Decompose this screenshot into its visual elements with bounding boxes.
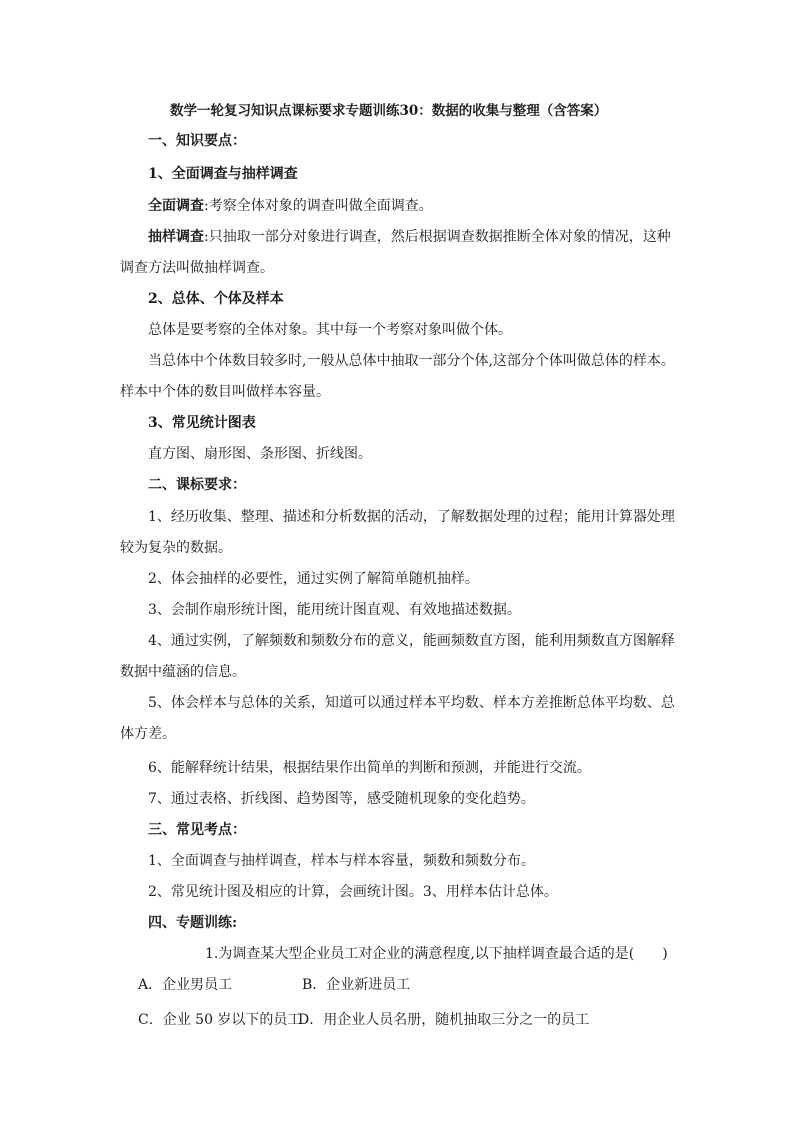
- requirement-4-line-2: 数据中蕴涵的信息。: [120, 664, 246, 680]
- question-1-option-a: A．企业男员工: [138, 977, 233, 993]
- sample-definition-1: 当总体中个体数目较多时,一般从总体中抽取一部分个体,这部分个体叫做总体的样本。: [148, 353, 675, 369]
- question-1-stem: 1.为调查某大型企业员工对企业的满意程度,以下抽样调查最合适的是( ): [205, 946, 668, 962]
- sample-definition-2: 样本中个体的数目叫做样本容量。: [120, 384, 330, 400]
- question-1-option-d: D．用企业人员名册，随机抽取三分之一的员工: [298, 1012, 590, 1028]
- sample-survey-definition: [148, 227, 671, 247]
- question-1-option-b: B．企业新进员工: [302, 977, 411, 993]
- section-2-heading: 二、课标要求：: [148, 477, 246, 493]
- requirement-1-line-2: 较为复杂的数据。: [120, 540, 232, 556]
- full-survey-definition: [148, 196, 433, 216]
- requirement-3: 3、会制作扇形统计图，能用统计图直观、有效地描述数据。: [148, 602, 521, 618]
- exam-point-1: 1、全面调查与抽样调查，样本与样本容量，频数和频数分布。: [148, 853, 535, 869]
- requirement-5-line-1: 5、体会样本与总体的关系，知道可以通过样本平均数、样本方差推断总体平均数、总: [148, 695, 675, 711]
- requirement-6: 6、能解释统计结果，根据结果作出简单的判断和预测，并能进行交流。: [148, 760, 591, 776]
- requirement-2: 2、体会抽样的必要性，通过实例了解简单随机抽样。: [148, 571, 479, 587]
- sample-survey-text-1: :只抽取一部分对象进行调查，然后根据调查数据推断全体对象的情况，这种: [204, 229, 671, 245]
- subsection-1-heading: 1、全面调查与抽样调查: [148, 166, 298, 182]
- chart-types: 直方图、扇形图、条形图、折线图。: [148, 446, 372, 462]
- full-survey-term: 全面调查: [148, 198, 204, 214]
- requirement-5-line-2: 体方差。: [120, 726, 176, 742]
- sample-survey-term: 抽样调查: [148, 229, 204, 245]
- full-survey-text: :考察全体对象的调查叫做全面调查。: [204, 198, 433, 214]
- requirement-1-line-1: 1、经历收集、整理、描述和分析数据的活动，了解数据处理的过程；能用计算器处理: [148, 509, 675, 525]
- subsection-2-heading: 2、总体、个体及样本: [148, 291, 284, 307]
- requirement-4-line-1: 4、通过实例，了解频数和频数分布的意义，能画频数直方图，能利用频数直方图解释: [148, 633, 675, 649]
- document-title: 数学一轮复习知识点课标要求专题训练30：数据的收集与整理（含答案）: [170, 103, 608, 119]
- subsection-3-heading: 3、常见统计图表: [148, 415, 256, 431]
- section-3-heading: 三、常见考点：: [148, 822, 246, 838]
- section-4-heading: 四、专题训练:: [148, 915, 238, 931]
- question-1-option-c: C．企业 50 岁以下的员工: [138, 1012, 302, 1028]
- sample-survey-text-2: 调查方法叫做抽样调查。: [120, 260, 274, 276]
- requirement-7: 7、通过表格、折线图、趋势图等，感受随机现象的变化趋势。: [148, 791, 535, 807]
- section-1-heading: 一、知识要点：: [148, 133, 246, 149]
- population-definition: 总体是要考察的全体对象。其中每一个考察对象叫做个体。: [148, 322, 512, 338]
- exam-point-2: 2、常见统计图及相应的计算，会画统计图。3、用样本估计总体。: [148, 884, 558, 900]
